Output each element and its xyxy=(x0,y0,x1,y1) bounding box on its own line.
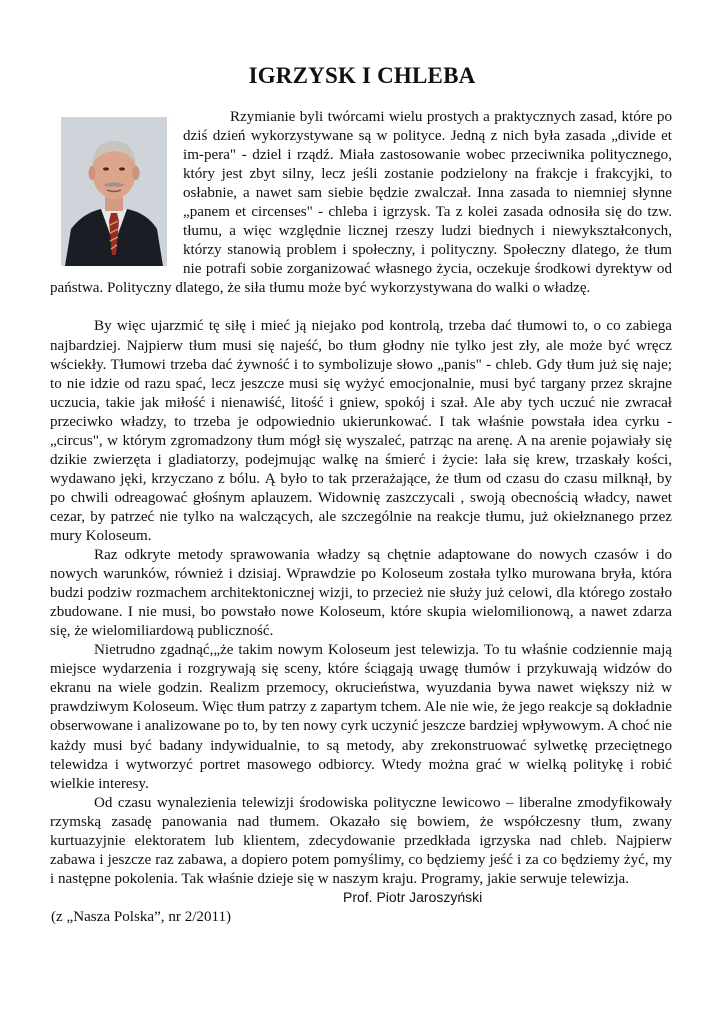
article-body xyxy=(50,108,672,889)
paragraph-4: Nietrudno zgadnąć,„że takim nowym Koloseum jest telewizja. To tu właśnie codziennie mają miejsce wydarzenia i rozgrywają się sceny, które ściągają uwagę tłumów i przykuwają widzów do ekranu na wiele godzin. Realizm przemocy, okrucieństwa, wyuzdania bywa nawet większy niż w prawdziwym Koloseum. Więc tłum patrzy z zapartym tchem. Ale nie wie, że jego reakcje są dokładnie obserwowane i analizowane po to, by ten nowy cyrk uczynić jeszcze bardziej wpływowym. A choć nie każdy musi być badany indywidualnie, to są metody, aby zrekonstruować sylwetkę przeciętnego telewidza i wytworzyć portret masowego odbiorcy. Wtedy można grać w wielką politykę i robić wielkie interesy. xyxy=(50,642,672,792)
source-citation: (z „Nasza Polska”, nr 2/2011) xyxy=(51,909,232,925)
paragraph-1: Rzymianie byli twórcami wielu prostych a praktycznych zasad, które po dziś dzień wykorzystywane są w polityce. Jedną z nich była zasada „divide et im-pera" - dziel i rządź. Miała zastosowanie wobec przeciwnika politycznego, który jest zbyt silny, lecz jeśli zostanie podzielony na frakcje i frakcyjki, to osłabnie, a nawet sam siebie będzie zwalczał. Inna zasada to niemniej słynne „panem et circenses" - chleba i igrzysk. Ta z kolei zasada odnosiła się do tzw. tłumu, a więc względnie licznej rzeszy ludzi biednych i niewykształconych, którzy stanowią problem i społeczny, i polityczny. Społeczny dlatego, że tłum nie potrafi sobie zorganizować własnego życia, oczekuje środkowi dyrektyw od państwa. Polityczny dlatego, że siła tłumu może być wykorzystywana do walki o władzę. xyxy=(50,109,672,297)
paragraph-5: Od czasu wynalezienia telewizji środowiska polityczne lewicowo – liberalne zmodyfikowały rzymską zasadę panowania nad tłumem. Okazało się bowiem, że współczesny tłum, zwany kurtuazyjnie elektoratem lub klientem, zdecydowanie przedkłada igrzyska nad chleb. Najpierw zabawa i jeszcze raz zabawa, a dopiero potem pomyślimy, co będziemy jeść i za co będziemy żyć, my i następne pokolenia. Tak właśnie dzieje się w naszym kraju. Programy, jakie serwuje telewizja. xyxy=(50,794,672,887)
article-title: IGRZYSK I CHLEBA xyxy=(248,63,476,88)
paragraph-2: By więc ujarzmić tę siłę i mieć ją niejako pod kontrolą, trzeba dać tłumowi to, o co zabiega najbardziej. Najpierw tłum musi się najeść, bo tłum głodny nie tylko jest zły, ale może być wręcz wściekły. Tłumowi trzeba dać żywność i to symbolizuje słowo „panis" - chleb. Gdy tłum już się naje; to nie idzie od razu spać, lecz jeszcze musi się wyżyć emocjonalnie, musi być targany przez skrajne uczucia, takie jak miłość i nienawiść, litość i gniew, spokój i szał. Ale aby tych uczuć nie zwracał przeciwko władzy, to trzeba je odpowiednio ukierunkować. I tak właśnie powstała idea cyrku - „circus", w którym zgromadzony tłum mógł się wyszaleć, patrząc na arenę. A na arenie pojawiały się dzikie zwierzęta i gladiatorzy, podejmując walkę na śmierć i życie: lała się krew, trzaskały kości, wydawano jęki, krzyczano z bólu. Ą było to tak przerażające, że tłum od czasu do czasu milknął, by po chwili odreagować głośnym aplauzem. Widownię zaszczycali , swoją obecnością władcy, nawet cezar, by patrzeć nie tylko na walczących, ale szczególnie na reakcje tłumu, już okiełznanego przez mury Koloseum. xyxy=(50,318,672,544)
photo-text-wrap-spacer xyxy=(50,108,183,279)
author-signature: Prof. Piotr Jaroszyński xyxy=(343,889,483,905)
paragraph-3: Raz odkryte metody sprawowania władzy są chętnie adaptowane do nowych czasów i do nowych warunków, również i dzisiaj. Wprawdzie po Koloseum została tylko murowana bryła, która budzi podziw rozmachem architektonicznej wizji, to przecież nie służy już celowi, dla którego zostało zbudowane. I nie musi, bo powstało nowe Koloseum, które skupia wielomilionową, a nawet zdarza się, że wielomiliardową publiczność. xyxy=(50,547,672,640)
